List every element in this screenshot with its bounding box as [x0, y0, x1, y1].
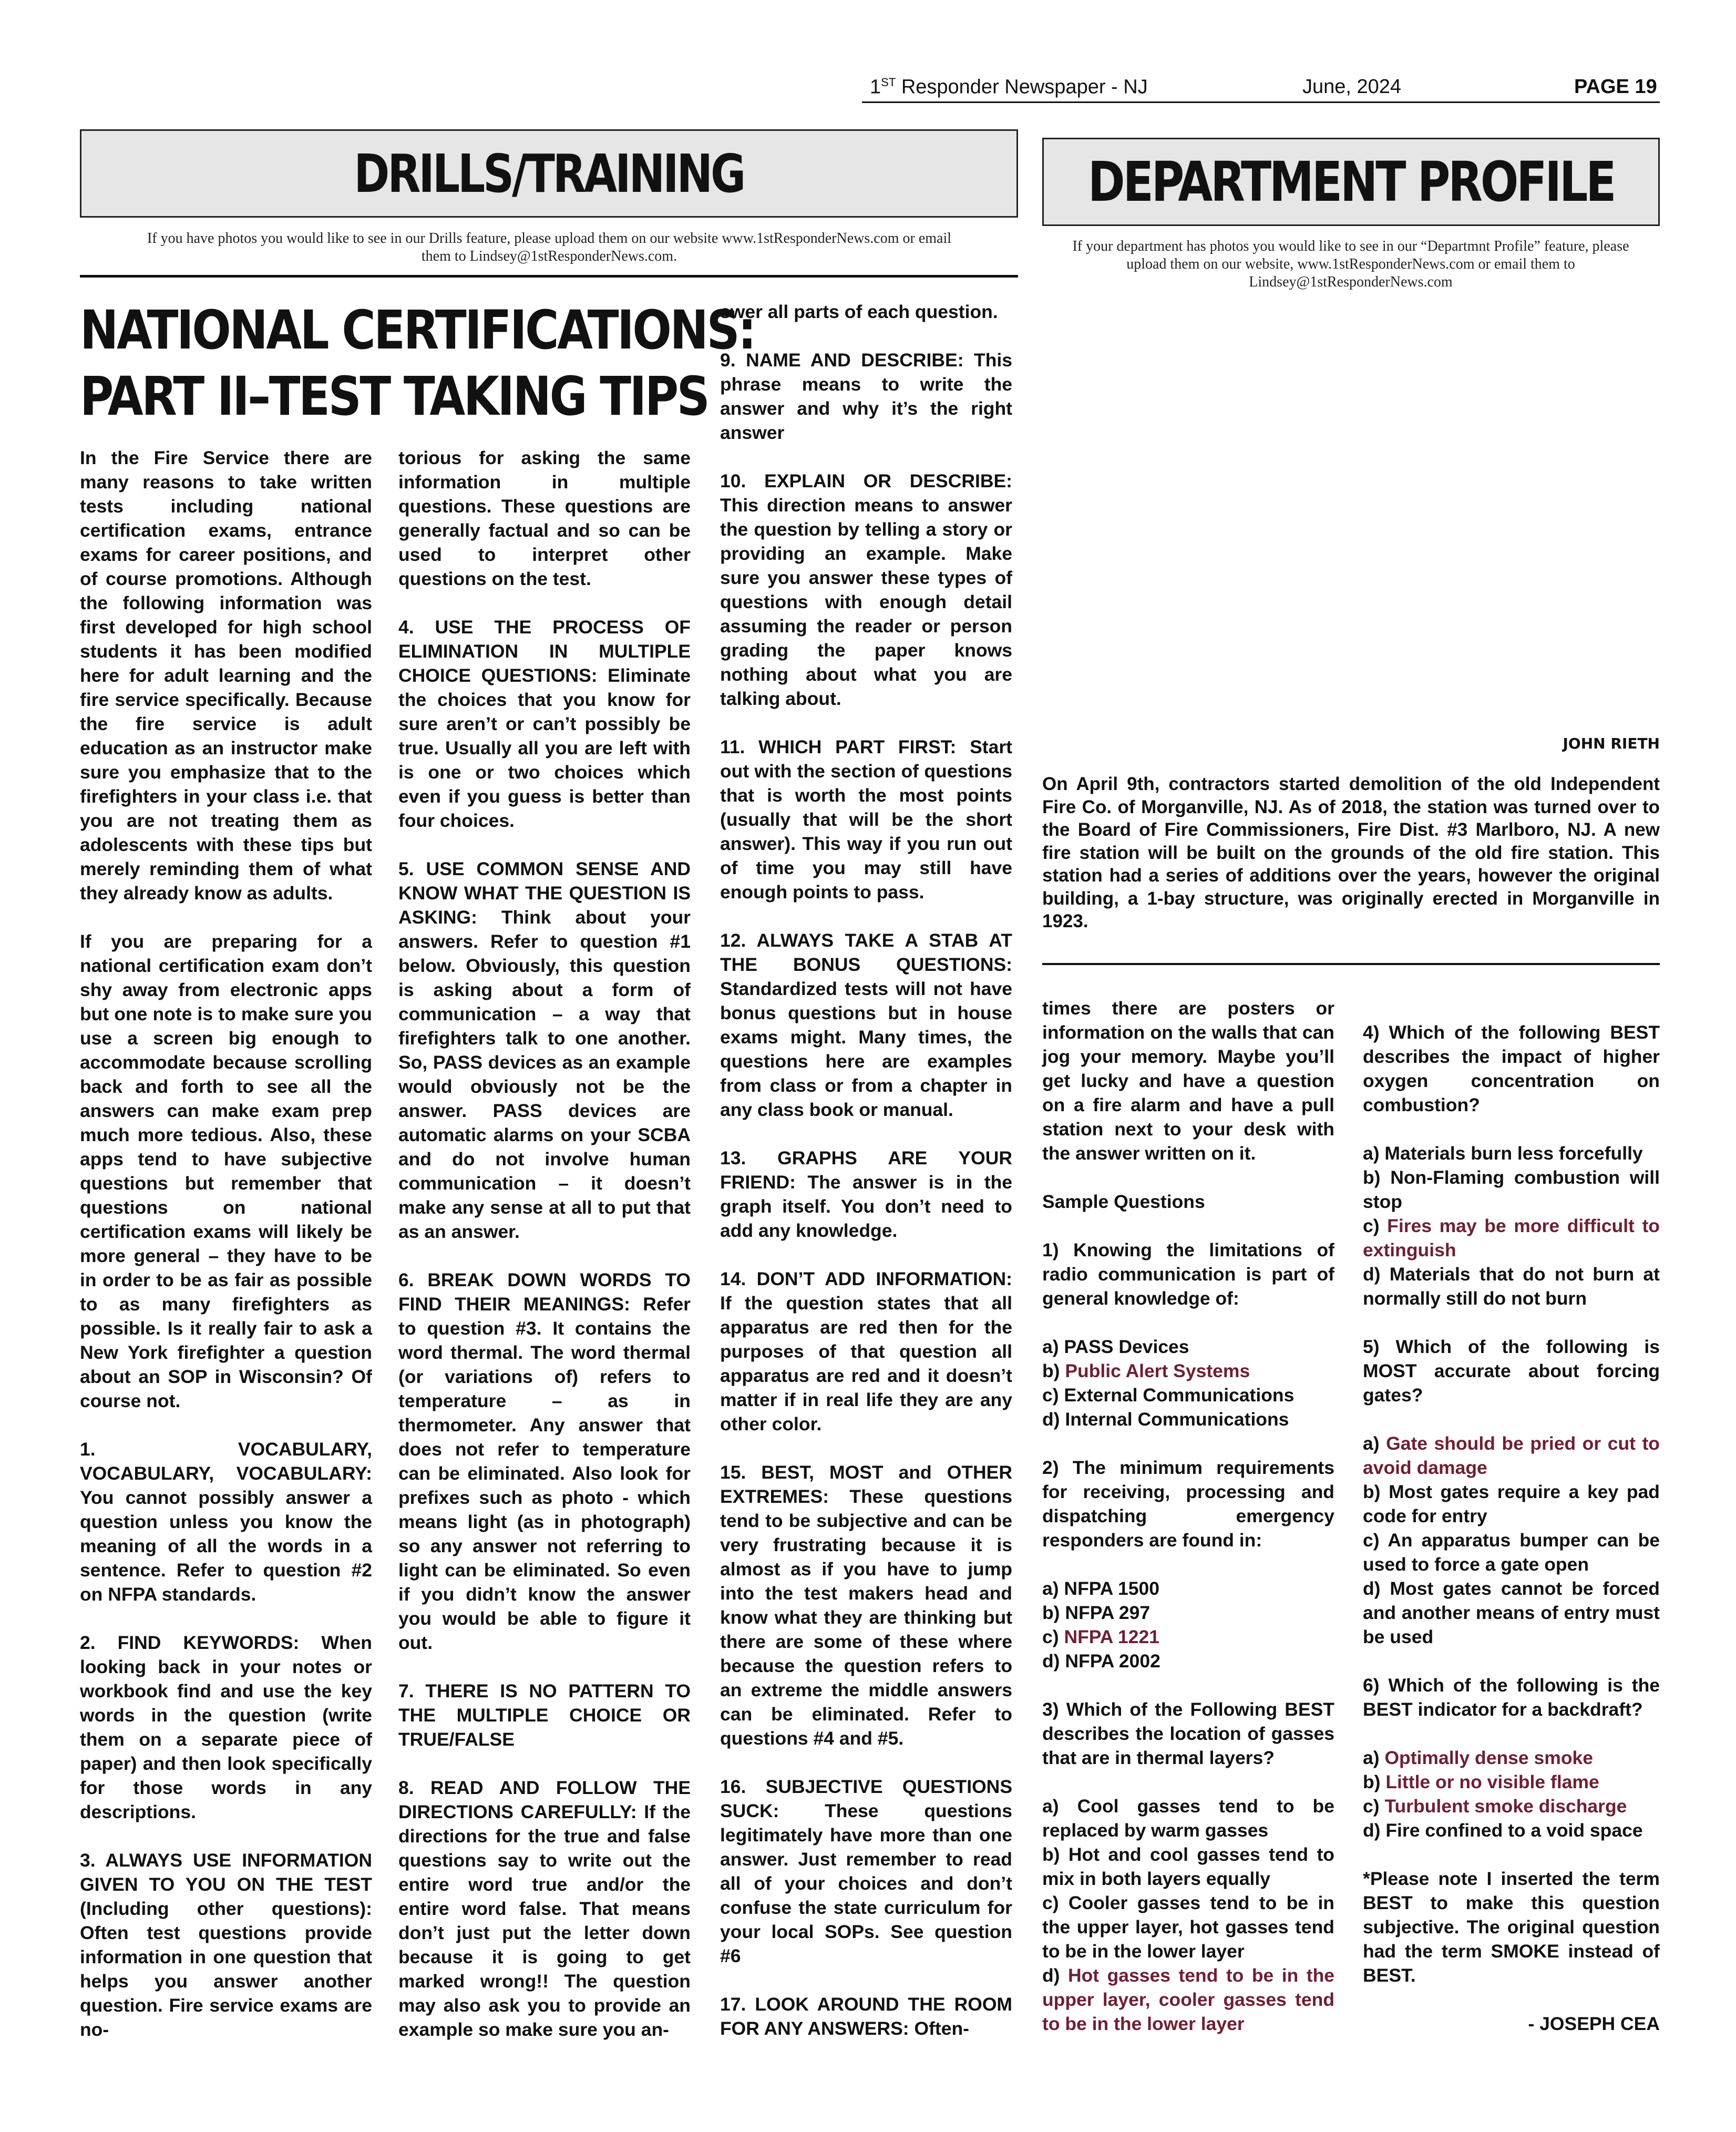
paragraph: 14. DON’T ADD INFORMATION: If the question states that all apparatus are red then for the purposes of that question all apparatus are red and it doesn’t matter if in real life they are any other color. — [720, 1268, 1012, 1434]
profile-rule — [1042, 963, 1660, 965]
answer-option: b) Non-Flaming combustion will stop — [1363, 1167, 1660, 1212]
page-number: PAGE 19 — [1574, 76, 1657, 98]
answer-option: a) Materials burn less forcefully — [1363, 1143, 1643, 1164]
paragraph: 10. EXPLAIN OR DESCRIBE: This direction means to answer the question by telling a story or providing an example. Make sure you answer these types of questions with enough detail assuming the reader or person grading the paper knows nothing about what you are talking about. — [720, 470, 1012, 709]
article-byline: - JOSEPH CEA — [1528, 2013, 1660, 2034]
issue-date: June, 2024 — [1302, 76, 1402, 98]
answer-option: b) Hot and cool gasses tend to mix in both layers equally — [1042, 1844, 1334, 1889]
editor-note: *Please note I inserted the term BEST to make this question subjective. The original question had the term SMOKE instead of BEST. — [1363, 1868, 1660, 1986]
answer-option: a) Cool gasses tend to be replaced by warm gasses — [1042, 1796, 1334, 1841]
answer-option: d) NFPA 2002 — [1042, 1651, 1160, 1672]
paragraph: If you are preparing for a national certification exam don’t shy away from electronic apps but one note is to make sure you use a screen big enough to accommodate because scrolling back and forth to see all the answers can make exam prep much more tedious. Also, these apps tend to have subjective questions but remember that questions on national certification exams will likely be more general – they have to be in order to be as fair as possible to as many firefighters as possible. Is it really fair to ask a New York firefighter a question about an SOP in Wisconsin? Of course not. — [80, 931, 372, 1411]
answer-option: c) Cooler gasses tend to be in the upper layer, hot gasses tend to be in the lower layer — [1042, 1892, 1334, 1962]
profile-photo-area — [1042, 300, 1660, 731]
paragraph: 4. USE THE PROCESS OF ELIMINATION IN MULTIPLE CHOICE QUESTIONS: Eliminate the choices that you know for sure aren’t or can’t possibly be true. Usually all you are left with is one or two choices which even if you guess is better than four choices. — [398, 617, 691, 831]
section-title-drills: DRILLS/TRAINING — [354, 142, 744, 204]
paragraph: 11. WHICH PART FIRST: Start out with the section of questions that is worth the most points (usually that will be the short answer). This way if you run out of time you may still have enough points to pass. — [720, 736, 1012, 903]
article-column-3 — [720, 300, 1012, 2065]
answer-option: b) Little or no visible flame — [1363, 1771, 1599, 1792]
answer-option: b) Most gates require a key pad code for entry — [1363, 1481, 1660, 1526]
answer-option: b) Public Alert Systems — [1042, 1360, 1250, 1381]
answer-option: d) Internal Communications — [1042, 1409, 1289, 1430]
article-column-1 — [80, 446, 372, 2066]
correct-answer: Optimally dense smoke — [1384, 1747, 1594, 1768]
article-column-5 — [1363, 1020, 1660, 2036]
correct-answer: Fires may be more difficult to extinguish — [1363, 1215, 1660, 1260]
answer-option: c) External Communications — [1042, 1385, 1295, 1406]
drills-training-banner — [80, 129, 1018, 218]
answer-option: c) Fires may be more difficult to extinguish — [1363, 1215, 1660, 1260]
paragraph: 2. FIND KEYWORDS: When looking back in your notes or workbook find and use the key words in the question (write them on a separate piece of paper) and then look specifically for those words in any descriptions. — [80, 1632, 372, 1822]
drills-submission-note: If you have photos you would like to see in our Drills feature, please upload them on our website www.1stResponderNews.com or email them to Lindsey@1stResponderNews.com. — [147, 230, 952, 264]
paragraph: 6. BREAK DOWN WORDS TO FIND THEIR MEANINGS: Refer to question #3. It contains the word thermal. The word thermal (or variations of) refers to temperature – as in thermometer. Any answer that does not refer to temperature can be eliminated. Also look for prefixes such as photo - which means light (as in photograph) so any answer not referring to light can be eliminated. So even if you didn’t know the answer you would be able to figure it out. — [398, 1269, 691, 1653]
answer-option: c) An apparatus bumper can be used to force a gate open — [1363, 1530, 1660, 1575]
article-column-2 — [398, 446, 691, 2066]
paragraph: 17. LOOK AROUND THE ROOM FOR ANY ANSWERS: Often- — [720, 1994, 1012, 2039]
question-1: 1) Knowing the limitations of radio communication is part of general knowledge of: — [1042, 1239, 1334, 1309]
answer-option: d) Most gates cannot be forced and another means of entry must be used — [1363, 1578, 1660, 1647]
correct-answer: Public Alert Systems — [1065, 1360, 1250, 1381]
question-5: 5) Which of the following is MOST accurate about forcing gates? — [1363, 1336, 1660, 1406]
article-headline — [80, 298, 755, 430]
paragraph: swer all parts of each question. — [720, 301, 998, 322]
header-rule — [862, 101, 1660, 103]
question-6: 6) Which of the following is the BEST indicator for a backdraft? — [1363, 1675, 1660, 1720]
question-2: 2) The minimum requirements for receiving, processing and dispatching emergency responders are found in: — [1042, 1457, 1334, 1551]
paragraph: 1. VOCABULARY, VOCABULARY, VOCABULARY: You cannot possibly answer a question unless you know the meaning of all the words in a sentence. Refer to question #2 on NFPA standards. — [80, 1439, 372, 1605]
sample-questions-label: Sample Questions — [1042, 1191, 1205, 1212]
answer-option: a) PASS Devices — [1042, 1336, 1189, 1357]
correct-answer: Gate should be pried or cut to avoid damage — [1363, 1433, 1660, 1478]
paragraph: 9. NAME AND DESCRIBE: This phrase means to write the answer and why it’s the right answer — [720, 350, 1012, 443]
correct-answer: NFPA 1221 — [1064, 1626, 1159, 1647]
section-rule-left — [80, 275, 1018, 278]
answer-option: d) Fire confined to a void space — [1363, 1820, 1643, 1841]
paragraph: 8. READ AND FOLLOW THE DIRECTIONS CAREFULLY: If the directions for the true and false questions say to write out the entire word true and/or the entire word false. That means don’t just put the letter down because it is going to get marked wrong!! The question may also ask you to provide an example so make sure you an- — [398, 1777, 691, 2040]
question-4: 4) Which of the following BEST describes the impact of higher oxygen concentration on combustion? — [1363, 1022, 1660, 1115]
newspaper-name: 1ST Responder Newspaper - NJ — [870, 76, 1148, 98]
paragraph: times there are posters or information on the walls that can jog your memory. Maybe you’ll get lucky and have a question on a fire alarm and have a pull station next to your desk with the answer written on it. — [1042, 998, 1334, 1164]
paragraph: 5. USE COMMON SENSE AND KNOW WHAT THE QUESTION IS ASKING: Think about your answers. Refer to question #1 below. Obviously, this question is asking about a form of communication – a way that firefighters talk to one another. So, PASS devices as an example would obviously not be the answer. PASS devices are automatic alarms on your SCBA and do not involve human communication – it doesn’t make any sense at all to put that as an answer. — [398, 858, 691, 1242]
question-3: 3) Which of the Following BEST describes the location of gasses that are in thermal layers? — [1042, 1699, 1334, 1768]
paragraph: 3. ALWAYS USE INFORMATION GIVEN TO YOU ON THE TEST (Including other questions): Often test questions provide information in one question that helps you answer another question. Fire service exams are no- — [80, 1850, 372, 2040]
answer-option: d) Materials that do not burn at normally still do not burn — [1363, 1264, 1660, 1309]
paragraph: In the Fire Service there are many reasons to take written tests including national certification exams, entrance exams for career positions, and of course promotions. Although the following information was first developed for high school students it has been modified here for adult learning and the fire service specifically. Because the fire service is adult education as an instructor make sure you emphasize that to the firefighters in your class i.e. that you are not treating them as adolescents with these tips but merely reminding them of what they already know as adults. — [80, 447, 372, 904]
correct-answer: Turbulent smoke discharge — [1384, 1796, 1627, 1817]
department-profile-banner — [1042, 138, 1660, 226]
paragraph: torious for asking the same information in multiple questions. These questions are generally factual and so can be used to interpret other questions on the test. — [398, 447, 691, 589]
paragraph: 13. GRAPHS ARE YOUR FRIEND: The answer is in the graph itself. You don’t need to add any knowledge. — [720, 1147, 1012, 1241]
headline-line-1: NATIONAL CERTIFICATIONS: — [80, 299, 755, 362]
section-title-profile: DEPARTMENT PROFILE — [1087, 150, 1615, 214]
correct-answer: Hot gasses tend to be in the upper layer, cooler gasses tend to be in the lower layer — [1042, 1965, 1334, 2034]
paragraph: 15. BEST, MOST and OTHER EXTREMES: These questions tend to be subjective and can be very frustrating because it is almost as if you have to jump into the test makers head and know what they are thinking but there are some of these where because the question refers to an extreme the middle answers can be eliminated. Refer to questions #4 and #5. — [720, 1462, 1012, 1749]
answer-option: b) NFPA 297 — [1042, 1602, 1151, 1623]
correct-answer: Little or no visible flame — [1385, 1771, 1599, 1792]
paragraph: 12. ALWAYS TAKE A STAB AT THE BONUS QUESTIONS: Standardized tests will not have bonus questions but in house exams might. Many times, the questions here are examples from class or from a chapter in any class book or manual. — [720, 930, 1012, 1120]
paragraph: 16. SUBJECTIVE QUESTIONS SUCK: These questions legitimately have more than one answer. Just remember to read all of your choices and don’t confuse the state curriculum for your local SOPs. See question #6 — [720, 1776, 1012, 1966]
answer-option: a) NFPA 1500 — [1042, 1578, 1159, 1599]
answer-option: a) Optimally dense smoke — [1363, 1747, 1594, 1768]
paragraph: 7. THERE IS NO PATTERN TO THE MULTIPLE CHOICE OR TRUE/FALSE — [398, 1680, 691, 1750]
answer-option: a) Gate should be pried or cut to avoid damage — [1363, 1433, 1660, 1478]
answer-option: d) Hot gasses tend to be in the upper layer, cooler gasses tend to be in the lower layer — [1042, 1965, 1334, 2034]
answer-option: c) NFPA 1221 — [1042, 1626, 1159, 1647]
answer-option: c) Turbulent smoke discharge — [1363, 1796, 1627, 1817]
photo-credit: JOHN RIETH — [1563, 735, 1660, 752]
profile-submission-note: If your department has photos you would like to see in our “Departmnt Profile” feature, please upload them on our website, www.1stResponderNews.com or email them to Lindsey@1stResponderNews.com — [1072, 238, 1629, 290]
headline-line-2: PART II–TEST TAKING TIPS — [80, 365, 708, 428]
profile-caption: On April 9th, contractors started demolition of the old Independent Fire Co. of Morganville, NJ. As of 2018, the station was turned over to the Board of Fire Commissioners, Fire Dist. #3 Marlboro, NJ. A new fire station will be built on the grounds of the old fire station. This station had a series of additions over the years, however the original building, a 1-bay structure, was originally erected in Morganville in 1923. — [1042, 774, 1660, 931]
article-column-4 — [1042, 996, 1334, 2036]
